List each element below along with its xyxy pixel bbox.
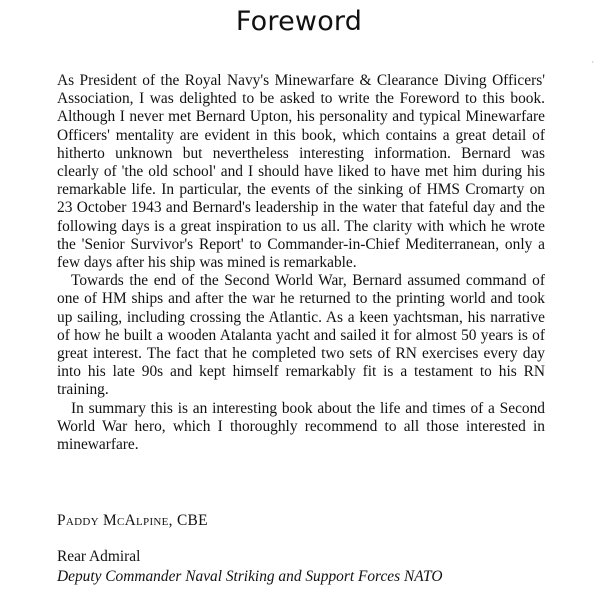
paragraph-3: In summary this is an interesting book about the life and times of a Second World War hero, which I thoroughly recommend to all those interested in minewarfare.: [57, 399, 545, 454]
author-position: Deputy Commander Naval Striking and Support Forces NATO: [57, 568, 443, 585]
margin-mark: ·: [591, 58, 594, 67]
author-rank: Rear Admiral: [57, 548, 141, 565]
foreword-body: [57, 72, 545, 454]
author-signature: Paddy McAlpine, CBE: [57, 512, 208, 529]
paragraph-2: Towards the end of the Second World War, Bernard assumed command of one of HM ships and after the war he returned to the printing world and took up sailing, including crossing the Atlantic. As a keen yachtsman, his narrative of how he built a wooden Atalanta yacht and sailed it for almost 50 years is of great interest. The fact that he completed two sets of RN exercises every day into his late 90s and kept himself remarkably fit is a testament to his RN training.: [57, 272, 545, 399]
paragraph-1: As President of the Royal Navy's Minewarfare & Clearance Diving Officers' Association, I was delighted to be asked to write the Foreword to this book. Although I never met Bernard Upton, his personality and typical Minewarfare Officers' mentality are evident in this book, which contains a great detail of hitherto unknown but nevertheless interesting information. Bernard was clearly of 'the old school' and I should have liked to have met him during his remarkable life. In particular, the events of the sinking of HMS Cromarty on 23 October 1943 and Bernard's leadership in the water that fateful day and the following days is a great inspiration to us all. The clarity with which he wrote the 'Senior Survivor's Report' to Commander-in-Chief Mediterranean, only a few days after his ship was mined is remarkable.: [57, 72, 545, 272]
page-title: Foreword: [235, 6, 363, 37]
